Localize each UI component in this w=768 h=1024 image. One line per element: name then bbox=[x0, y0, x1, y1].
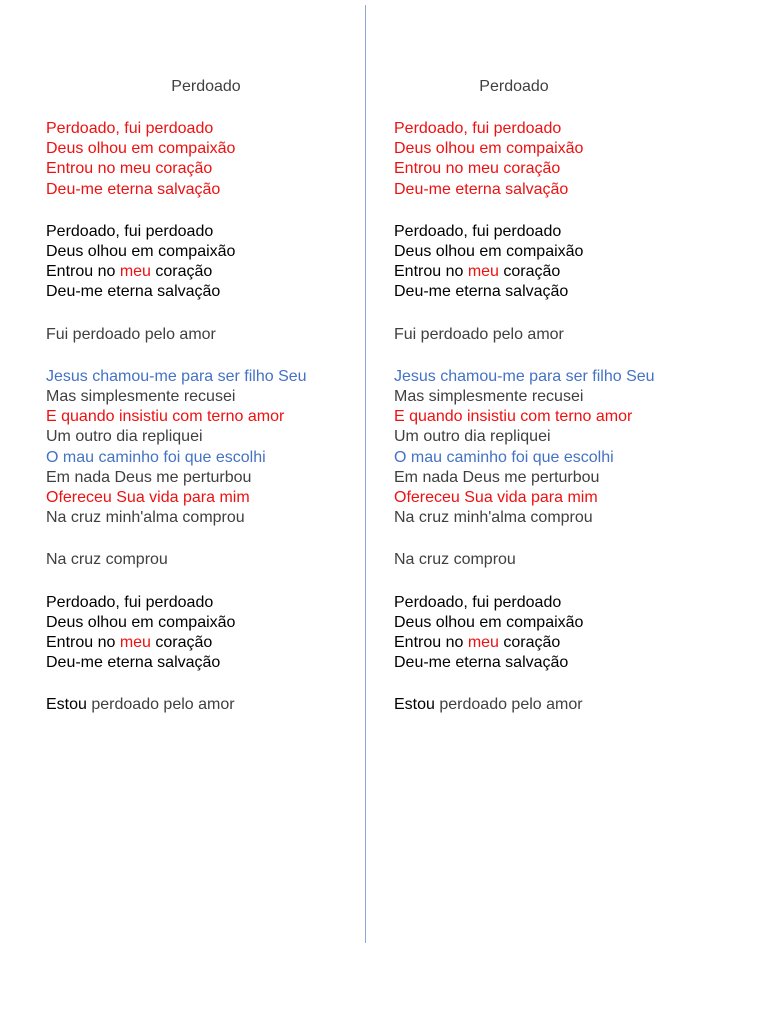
lyric-line bbox=[394, 242, 714, 262]
lyric-line bbox=[394, 387, 714, 407]
lyric-line bbox=[46, 550, 366, 570]
lyric-segment: Perdoado, fui perdoado bbox=[394, 120, 562, 137]
stanza bbox=[46, 593, 366, 674]
lyric-segment: Na cruz comprou bbox=[394, 551, 516, 569]
song-title: Perdoado bbox=[171, 78, 241, 95]
lyric-segment: Na cruz minh'alma comprou bbox=[394, 509, 593, 527]
lyric-segment: Em nada Deus me perturbou bbox=[46, 468, 252, 486]
lyric-line bbox=[46, 325, 366, 345]
lyric-segment: Deu-me eterna salvação bbox=[394, 180, 569, 198]
lyric-segment: Entrou no meu coração bbox=[46, 160, 213, 178]
lyric-line bbox=[394, 488, 714, 508]
lyric-segment: Deus olhou em compaixão bbox=[46, 140, 236, 158]
lyric-segment: Entrou no meu coração bbox=[394, 160, 561, 178]
stanza bbox=[394, 593, 714, 674]
lyric-segment: coração bbox=[498, 634, 561, 652]
lyric-line bbox=[394, 367, 714, 387]
stanza bbox=[46, 119, 366, 200]
lyric-segment: coração bbox=[150, 634, 213, 652]
lyric-segment: Deu-me eterna salvação bbox=[46, 283, 221, 301]
stanza bbox=[46, 550, 366, 570]
lyric-segment: Na cruz comprou bbox=[46, 551, 168, 569]
stanza bbox=[394, 325, 714, 345]
lyric-line bbox=[46, 407, 366, 427]
lyric-segment: Deus olhou em compaixão bbox=[46, 243, 236, 261]
lyric-segment: Entrou no bbox=[46, 634, 120, 652]
lyric-segment: O mau caminho foi que escolhi bbox=[394, 448, 614, 466]
lyric-line bbox=[46, 222, 366, 242]
lyric-line bbox=[46, 653, 366, 673]
lyric-line bbox=[46, 448, 366, 468]
lyric-line bbox=[46, 427, 366, 447]
lyric-segment: Estou bbox=[394, 696, 435, 714]
lyric-line bbox=[394, 468, 714, 488]
lyric-line bbox=[394, 653, 714, 673]
lyric-line bbox=[46, 139, 366, 159]
lyric-segment: Perdoado, fui perdoado bbox=[46, 222, 214, 240]
lyric-line bbox=[394, 633, 714, 653]
lyric-segment: Deu-me eterna salvação bbox=[394, 283, 569, 301]
stanza bbox=[46, 325, 366, 345]
lyric-segment: Deus olhou em compaixão bbox=[46, 613, 236, 631]
lyric-segment: Mas simplesmente recusei bbox=[394, 388, 584, 406]
lyric-segment: Entrou no bbox=[394, 634, 468, 652]
lyric-line bbox=[46, 367, 366, 387]
lyric-segment: Entrou no bbox=[46, 263, 120, 281]
lyric-segment: Um outro dia repliquei bbox=[394, 428, 551, 446]
lyric-segment: O mau caminho foi que escolhi bbox=[46, 448, 266, 466]
lyric-line bbox=[394, 550, 714, 570]
lyric-line bbox=[394, 508, 714, 528]
lyric-line bbox=[46, 488, 366, 508]
lyric-line bbox=[394, 325, 714, 345]
lyric-segment: Perdoado, fui perdoado bbox=[394, 222, 562, 240]
lyric-line bbox=[46, 633, 366, 653]
lyric-line bbox=[394, 282, 714, 302]
lyric-line bbox=[394, 262, 714, 282]
lyric-line bbox=[394, 407, 714, 427]
lyric-segment: Deus olhou em compaixão bbox=[394, 613, 584, 631]
lyric-segment: Perdoado, fui perdoado bbox=[46, 593, 214, 611]
lyric-segment: Na cruz minh'alma comprou bbox=[46, 509, 245, 527]
lyric-segment: Ofereceu Sua vida para mim bbox=[394, 489, 598, 507]
lyric-segment: perdoado pelo amor bbox=[86, 696, 235, 714]
lyric-segment: E quando insistiu com terno amor bbox=[394, 408, 633, 426]
lyric-segment: Jesus chamou-me para ser filho Seu bbox=[46, 367, 307, 385]
lyric-line bbox=[394, 448, 714, 468]
lyric-segment: E quando insistiu com terno amor bbox=[46, 408, 285, 426]
lyric-segment: Deus olhou em compaixão bbox=[394, 140, 584, 158]
lyric-line bbox=[46, 593, 366, 613]
lyric-segment: perdoado pelo amor bbox=[434, 696, 583, 714]
lyric-segment: meu bbox=[119, 634, 151, 652]
lyric-line bbox=[394, 222, 714, 242]
lyric-line bbox=[394, 695, 714, 715]
lyric-line bbox=[394, 180, 714, 200]
lyric-segment: meu bbox=[467, 263, 499, 281]
lyric-line bbox=[394, 139, 714, 159]
stanza bbox=[394, 119, 714, 200]
stanza bbox=[394, 222, 714, 303]
lyric-line bbox=[46, 119, 366, 139]
lyric-segment: meu bbox=[119, 263, 151, 281]
stanza bbox=[394, 695, 714, 715]
lyric-line bbox=[46, 180, 366, 200]
lyric-segment: coração bbox=[150, 263, 213, 281]
lyrics-body bbox=[394, 119, 714, 716]
lyric-segment: Perdoado, fui perdoado bbox=[46, 120, 214, 137]
stanza bbox=[46, 222, 366, 303]
lyric-segment: Deu-me eterna salvação bbox=[46, 180, 221, 198]
lyric-line bbox=[46, 468, 366, 488]
lyric-segment: Entrou no bbox=[394, 263, 468, 281]
stanza bbox=[394, 550, 714, 570]
lyric-segment: Deu-me eterna salvação bbox=[394, 654, 569, 672]
lyric-segment: coração bbox=[498, 263, 561, 281]
stanza bbox=[46, 695, 366, 715]
lyrics-column-right bbox=[394, 76, 714, 738]
song-title: Perdoado bbox=[479, 78, 549, 95]
lyric-line bbox=[46, 387, 366, 407]
lyric-segment: Em nada Deus me perturbou bbox=[394, 468, 600, 486]
lyric-line bbox=[394, 427, 714, 447]
lyric-segment: Fui perdoado pelo amor bbox=[394, 325, 564, 343]
lyric-segment: Mas simplesmente recusei bbox=[46, 388, 236, 406]
lyric-segment: Fui perdoado pelo amor bbox=[46, 325, 216, 343]
lyric-line bbox=[394, 593, 714, 613]
lyric-line bbox=[46, 695, 366, 715]
lyrics-body bbox=[46, 119, 366, 716]
lyric-segment: Um outro dia repliquei bbox=[46, 428, 203, 446]
lyric-line bbox=[46, 282, 366, 302]
lyric-segment: Jesus chamou-me para ser filho Seu bbox=[394, 367, 655, 385]
lyric-line bbox=[46, 262, 366, 282]
stanza bbox=[394, 367, 714, 529]
lyric-segment: Estou bbox=[46, 696, 87, 714]
lyrics-column-left bbox=[46, 76, 366, 738]
lyric-segment: Perdoado, fui perdoado bbox=[394, 593, 562, 611]
lyric-segment: Ofereceu Sua vida para mim bbox=[46, 489, 250, 507]
lyric-segment: Deu-me eterna salvação bbox=[46, 654, 221, 672]
lyric-line bbox=[394, 613, 714, 633]
lyric-line bbox=[46, 508, 366, 528]
lyric-line bbox=[46, 613, 366, 633]
lyric-line bbox=[46, 242, 366, 262]
lyric-line bbox=[394, 159, 714, 179]
lyric-line bbox=[46, 159, 366, 179]
stanza bbox=[46, 367, 366, 529]
lyric-segment: Deus olhou em compaixão bbox=[394, 243, 584, 261]
lyric-segment: meu bbox=[467, 634, 499, 652]
lyric-line bbox=[394, 119, 714, 139]
